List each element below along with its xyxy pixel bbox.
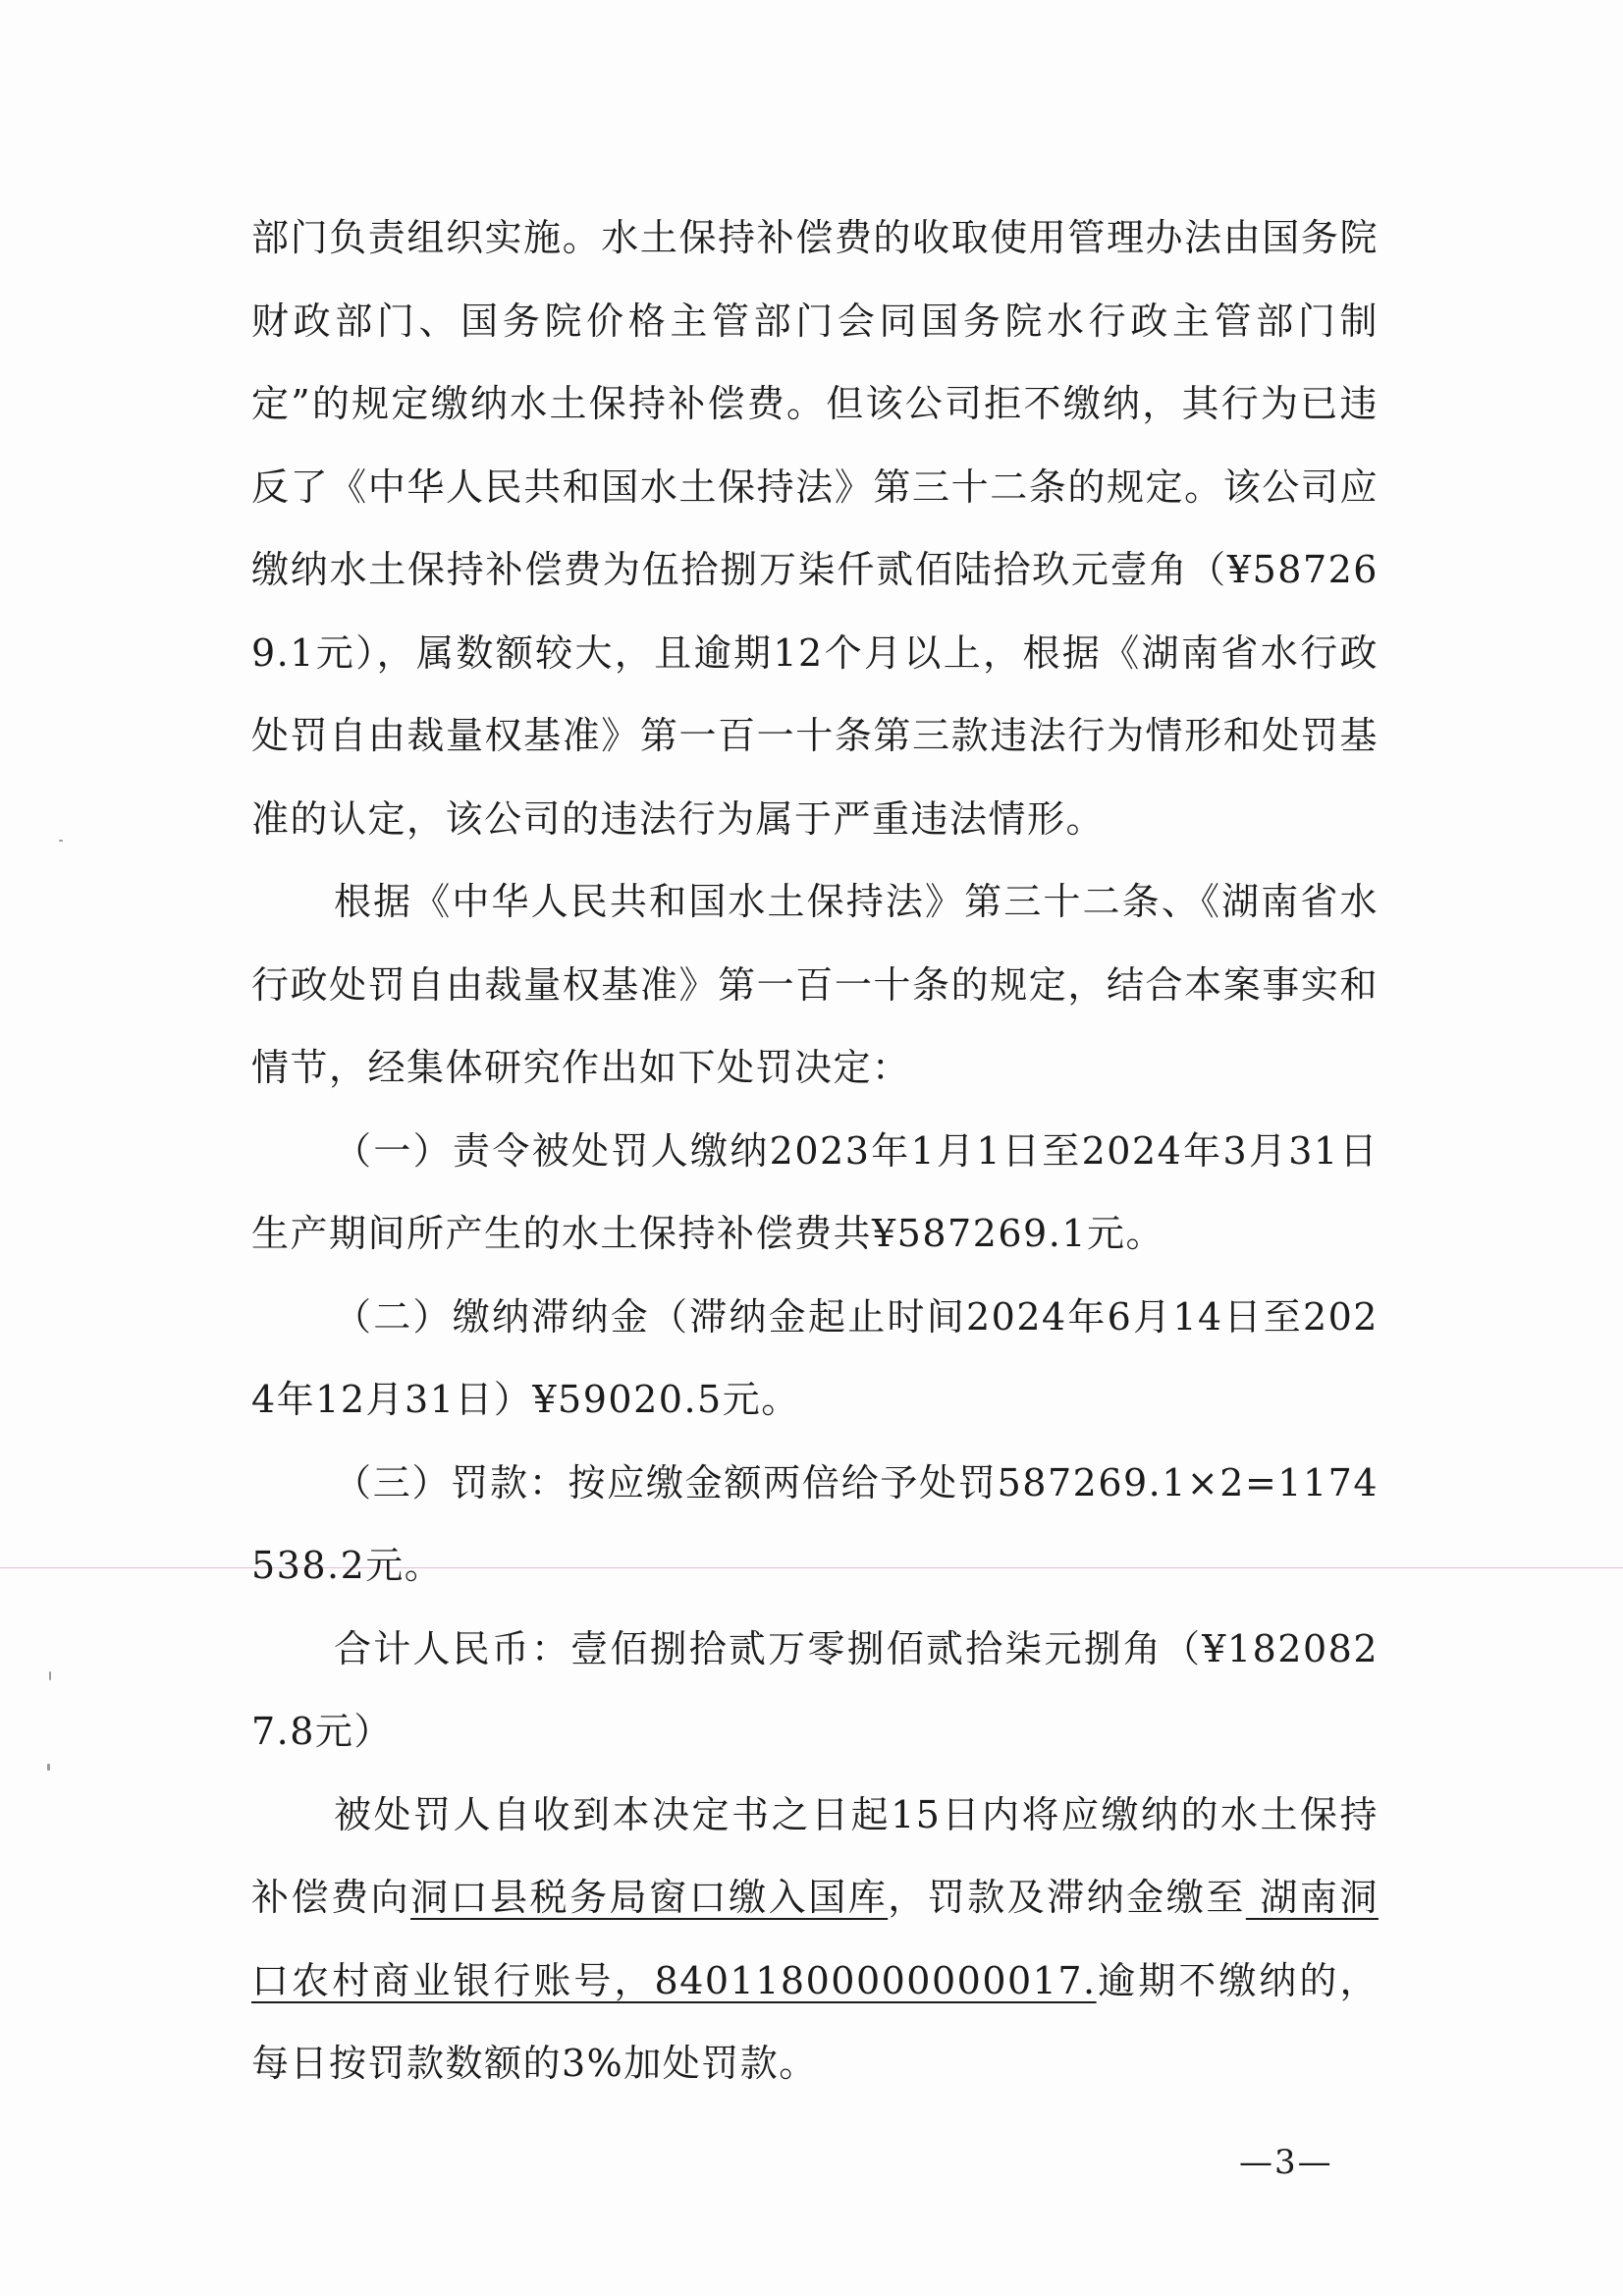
paragraph-text: （一）责令被处罚人缴纳2023年1月1日至2024年3月31日生产期间所产生的水土保持补偿费共¥587269.1元。: [251, 1128, 1379, 1255]
paragraph-text: （三）罚款：按应缴金额两倍给予处罚587269.1×2=1174538.2元。: [251, 1460, 1379, 1587]
scan-speck: [59, 840, 63, 842]
underlined-text: 洞口县税务局窗口缴入国库: [410, 1876, 889, 1919]
paragraph-text: （二）缴纳滞纳金（滞纳金起止时间2024年6月14日至2024年12月31日）¥59020.5元。: [251, 1294, 1379, 1421]
paragraph-text: 根据《中华人民共和国水土保持法》第三十二条、《湖南省水行政处罚自由裁量权基准》第一百一十条的规定，结合本案事实和情节，经集体研究作出如下处罚决定：: [251, 880, 1379, 1089]
paragraph-text: 被处罚人自收到本决定书之日起15日内将应缴纳的水土保持补偿费向: [251, 1792, 1379, 1919]
body-paragraph: [251, 1110, 1379, 1276]
scan-speck: [47, 1764, 50, 1771]
paragraph-text: 逾期不缴纳的，每日按罚款数额的3%加处罚款。: [251, 1958, 1379, 2085]
paragraph-text: 合计人民币：壹佰捌拾贰万零捌佰贰拾柒元捌角（¥1820827.8元）: [251, 1626, 1379, 1753]
underlined-text: 湖南洞口农村商业银行账号，84011800000000017.: [251, 1876, 1379, 2002]
paragraph-text: 部门负责组织实施。水土保持补偿费的收取使用管理办法由国务院财政部门、国务院价格主管部门会同国务院水行政主管部门制定”的规定缴纳水土保持补偿费。但该公司拒不缴纳，其行为已违反了《中华人民共和国水土保持法》第三十二条的规定。该公司应缴纳水土保持补偿费为伍拾捌万柒仟贰佰陆拾玖元壹角（¥587269.1元），属数额较大，且逾期12个月以上，根据《湖南省水行政处罚自由裁量权基准》第一百一十条第三款违法行为情形和处罚基准的认定，该公司的违法行为属于严重违法情形。: [251, 216, 1379, 841]
document-body: [251, 196, 1379, 2105]
body-paragraph: [251, 860, 1379, 1110]
body-paragraph: [251, 1276, 1379, 1442]
body-paragraph: [251, 1442, 1379, 1608]
scan-speck: [49, 1671, 51, 1680]
paragraph-text: ，罚款及滞纳金缴至: [888, 1876, 1246, 1919]
body-paragraph: [251, 196, 1379, 860]
body-paragraph: [251, 1774, 1379, 2105]
body-paragraph: [251, 1608, 1379, 1774]
page-number: —3—: [1239, 2143, 1333, 2182]
